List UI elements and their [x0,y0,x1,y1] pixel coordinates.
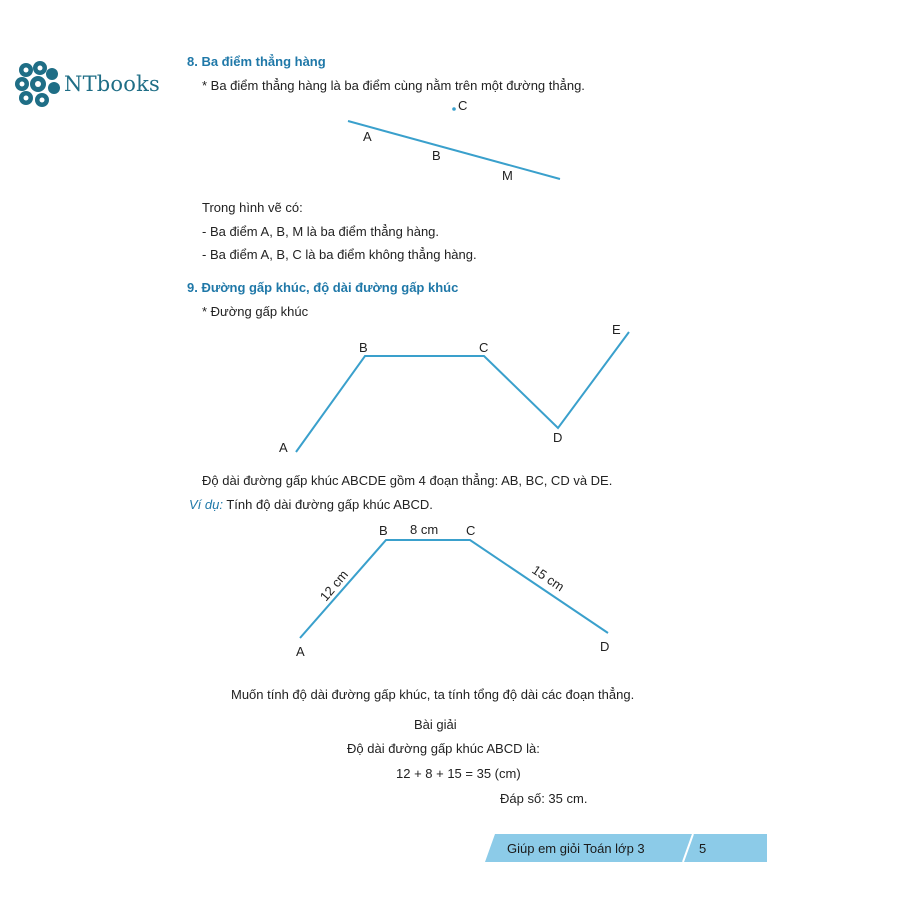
vertex-c-label: C [479,340,489,355]
example-vertex-b-label: B [379,523,388,538]
figure-intro: Trong hình vẽ có: [202,200,303,215]
collinear-bullet: - Ba điểm A, B, M là ba điểm thẳng hàng. [202,224,440,239]
vertex-d-label: D [553,430,563,445]
non-collinear-bullet: - Ba điểm A, B, C là ba điểm không thẳng hàng. [202,247,477,262]
point-b-label: B [432,148,441,163]
example-vertex-a-label: A [296,644,305,659]
vertex-b-label: B [359,340,368,355]
solution-answer: Đáp số: 35 cm. [500,791,588,806]
polyline-abcde [296,332,629,452]
solution-title: Bài giải [414,717,457,732]
point-c [452,107,456,111]
example-vertex-d-label: D [600,639,610,654]
example-label: Ví dụ: [189,497,223,512]
footer-book-title: Giúp em giỏi Toán lớp 3 [507,841,645,856]
example-line [189,497,433,512]
polyline-abcd-example-figure [280,516,630,666]
section-8-heading: 8. Ba điểm thẳng hàng [187,54,326,69]
collinear-line [348,121,560,179]
solution-line-2: 12 + 8 + 15 = 35 (cm) [396,766,521,781]
solution-line-1: Độ dài đường gấp khúc ABCD là: [347,741,540,756]
vertex-e-label: E [612,322,621,337]
ab-length-label: 12 cm [316,567,352,604]
point-m-label: M [502,168,513,183]
footer-banner [485,834,767,862]
polyline-description: Độ dài đường gấp khúc ABCDE gồm 4 đoạn thẳng: AB, BC, CD và DE. [202,473,613,488]
sum-rule: Muốn tính độ dài đường gấp khúc, ta tính tổng độ dài các đoạn thẳng. [231,687,635,702]
logo-text: NTbooks [64,72,161,96]
point-c-label: C [458,98,468,113]
vertex-a-label: A [279,440,288,455]
section-9-heading: 9. Đường gấp khúc, độ dài đường gấp khúc [187,280,459,295]
section-8-definition: * Ba điểm thẳng hàng là ba điểm cùng nằm trên một đường thẳng. [202,78,585,93]
example-text: Tính độ dài đường gấp khúc ABCD. [222,497,433,512]
footer-page-number: 5 [699,841,707,856]
polyline-abcde-figure [270,318,650,468]
section-9-subheading: * Đường gấp khúc [202,304,309,319]
bc-length-label: 8 cm [410,522,439,537]
example-vertex-c-label: C [466,523,476,538]
point-a-label: A [363,129,372,144]
collinear-points-figure [330,92,580,192]
ntbooks-logo-icon [12,60,64,110]
cd-length-label: 15 cm [529,562,568,595]
